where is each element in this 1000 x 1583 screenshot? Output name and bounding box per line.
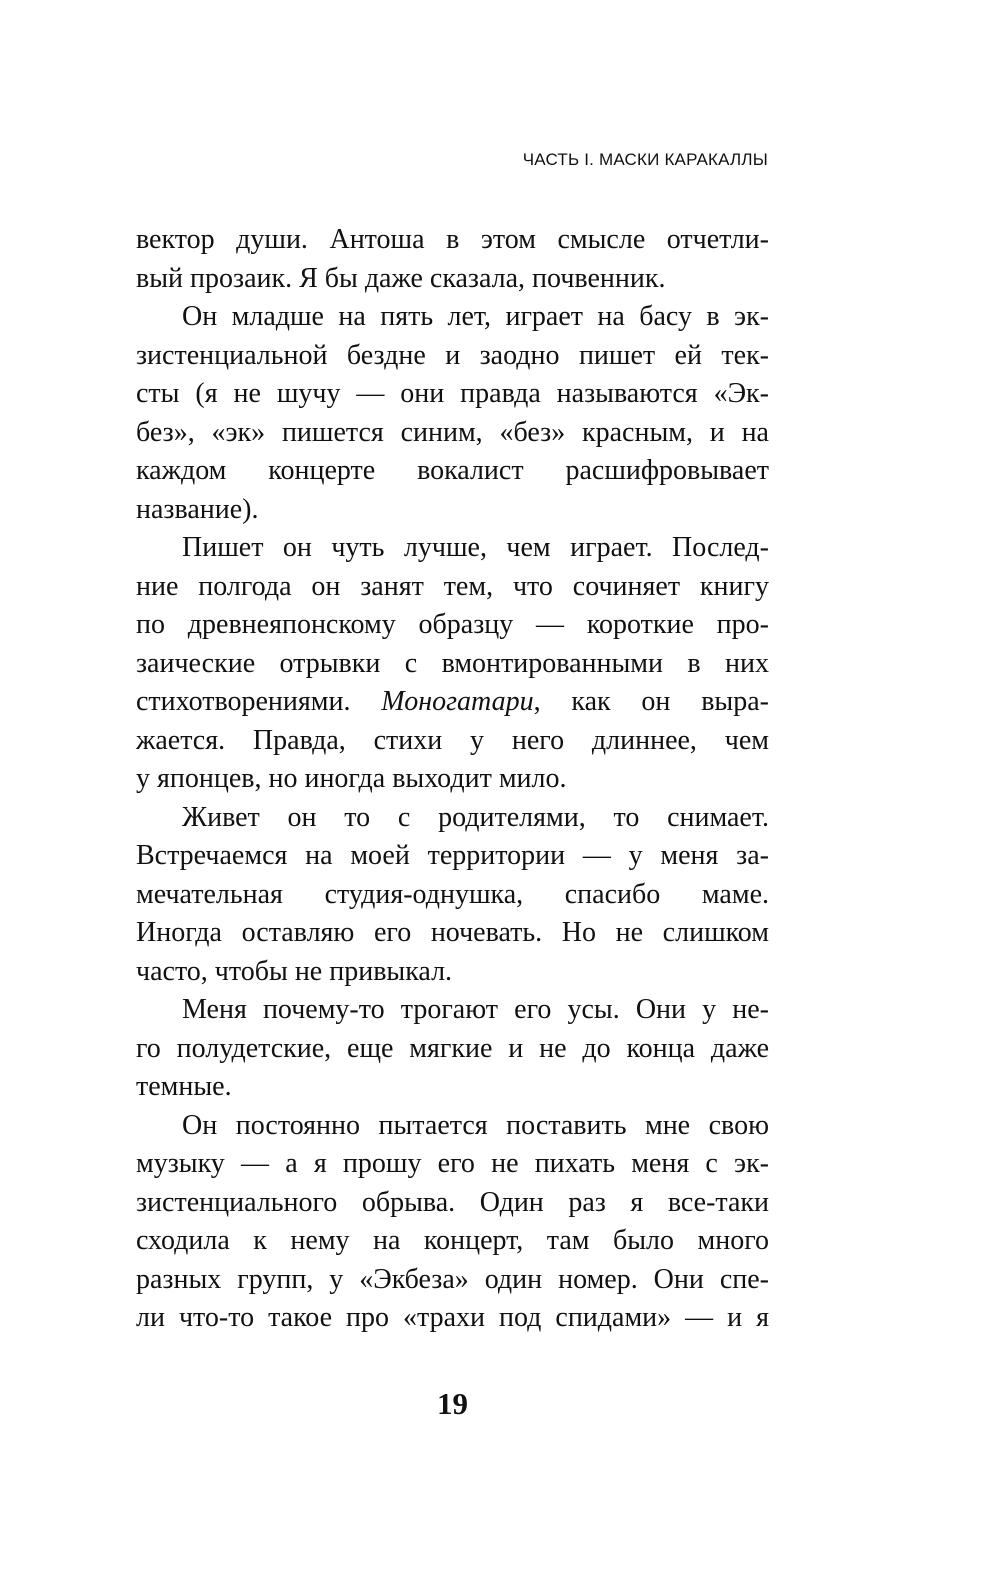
text-line: Встречаемся на моей территории — у меня за- [136, 840, 769, 871]
text-line: зистенциальной бездне и заодно пишет ей тек- [136, 339, 769, 371]
italic-term: Моногатари [381, 686, 534, 717]
running-header: ЧАСТЬ I. МАСКИ КАРАКАЛЛЫ [522, 150, 768, 169]
page-number: 19 [437, 1386, 468, 1421]
text-line: темные. [136, 1071, 232, 1102]
text-line: ние полгода он занят тем, что сочиняет книгу [136, 570, 769, 602]
text-line: ли что-то такое про «трахи под спидами» — и я [136, 1302, 769, 1333]
text-line: Меня почему-то трогают его усы. Они у не- [182, 994, 769, 1025]
text-line: Иногда оставляю его ночевать. Но не слишком [136, 917, 769, 948]
text-segment: стихотворениями. [136, 686, 382, 717]
paragraph [136, 529, 769, 799]
text-line: го полудетские, еще мягкие и не до конца даже [136, 1032, 769, 1064]
paragraph [136, 1107, 769, 1338]
paragraph [136, 221, 769, 298]
paragraph [136, 799, 769, 992]
text-line: часто, чтобы не привыкал. [136, 955, 453, 987]
paragraph [136, 991, 769, 1107]
text-line: разных групп, у «Экбеза» один номер. Они спе- [136, 1263, 769, 1295]
text-line: название). [136, 493, 259, 525]
body-text [136, 221, 769, 1338]
text-line [136, 683, 769, 722]
text-line: Пишет он чуть лучше, чем играет. Послед- [182, 532, 769, 563]
text-segment: , как он выра- [533, 686, 769, 717]
text-line: Он младше на пять лет, играет на басу в эк- [182, 301, 769, 332]
text-line: зистенциального обрыва. Один раз я все-таки [136, 1186, 769, 1218]
text-line: Он постоянно пытается поставить мне свою [182, 1109, 769, 1141]
text-line: Живет он то с родителями, то снимает. [182, 801, 769, 833]
text-line: музыку — а я прошу его не пихать меня с эк- [136, 1148, 769, 1179]
text-line: по древнеяпонскому образцу — короткие про- [136, 609, 769, 640]
text-line: мечательная студия-однушка, спасибо маме. [136, 878, 769, 910]
text-line: жается. Правда, стихи у него длиннее, чем [136, 724, 769, 756]
text-line: каждом концерте вокалист расшифровывает [136, 455, 769, 486]
text-line: вый прозаик. Я бы даже сказала, почвенник. [136, 262, 666, 294]
text-line: сходила к нему на концерт, там было много [136, 1225, 769, 1256]
text-line: у японцев, но иногда выходит мило. [136, 763, 567, 794]
paragraph [136, 298, 769, 529]
text-line: без», «эк» пишется синим, «без» красным, и на [136, 416, 769, 448]
text-line: заические отрывки с вмонтированными в них [136, 647, 769, 679]
text-line: вектор души. Антоша в этом смысле отчетли- [136, 224, 769, 255]
text-line: сты (я не шучу — они правда называются «Эк- [136, 378, 769, 409]
